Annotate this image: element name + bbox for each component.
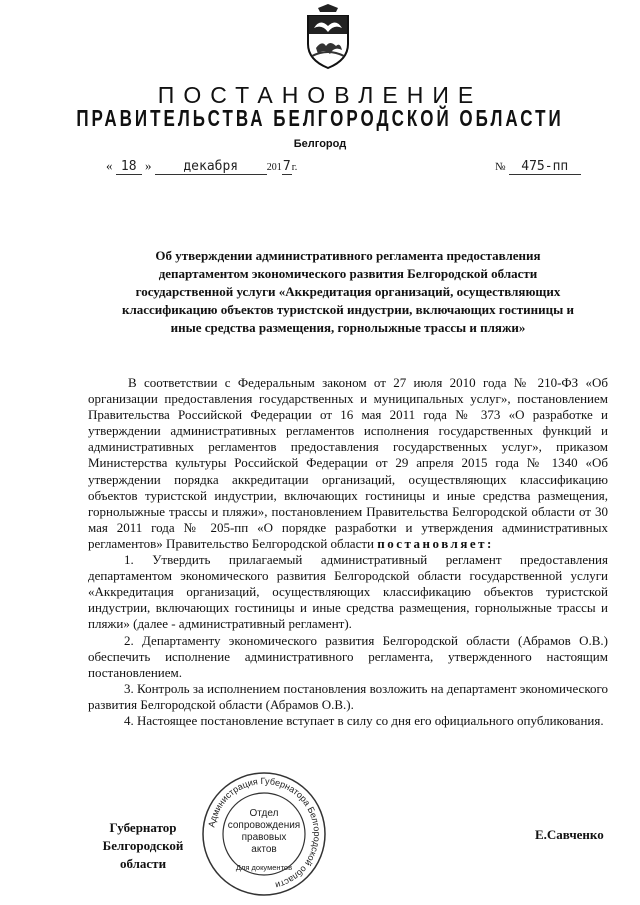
signatory-title <box>88 819 198 873</box>
heading-line: Об утверждении административного регламента предоставления <box>155 248 541 263</box>
stamp-ring-text: Администрация Губернатора Белгородской области <box>206 775 323 891</box>
stamp-line: Отдел <box>249 808 279 819</box>
date-month: декабря <box>155 159 267 175</box>
heading-line: классификацию объектов туристской индустрии, включающих гостиницы и <box>121 302 574 317</box>
date-year-unit: г. <box>291 162 298 173</box>
signatory-title-line: Белгородской области <box>102 838 184 871</box>
date-day: 18 <box>116 159 142 175</box>
preamble-text: В соответствии с Федеральным законом от 27 июля 2010 года № 210-ФЗ «Об организации предоставления государственных и муниципальных услуг», постановлением Правительства Российской Федерации от 16 мая 2011 года № 373 «О разработке и утверждении административных регламентов исполнения государственных функций и административных регламентов предоставления государственных услуг», приказом Министерства культуры Российской Федерации от 29 апреля 2015 года № 1340 «Об утверждении порядка аккредитации организаций, осуществляющих классификацию объектов туристской индустрии, включающих гостиницы и иные средства размещения, горнолыжные трассы и пляжи», постановлением Правительства Белгородской области от 30 мая 2011 года № 205-пп «О порядке разработки и утверждения административных регламентов» Правительство Белгородской области <box>88 375 608 551</box>
heading-line: государственной услуги «Аккредитация организаций, осуществляющих <box>135 284 561 299</box>
clause-4: 4. Настоящее постановление вступает в силу со дня его официального опубликования. <box>124 712 604 728</box>
stamp-line: актов <box>251 844 277 855</box>
document-type-title: ПОСТАНОВЛЕНИЕ <box>157 82 483 108</box>
number-prefix: № <box>495 161 506 173</box>
date-year-prefix: 201 <box>266 162 282 173</box>
resolves-keyword: постановляет: <box>377 535 494 551</box>
document-heading <box>88 247 608 337</box>
signatory-title-line: Губернатор <box>109 820 177 835</box>
preamble-paragraph <box>88 375 608 552</box>
document-date <box>106 158 306 175</box>
signatory-name: Е.Савченко <box>535 827 604 842</box>
official-stamp <box>200 770 328 898</box>
coat-of-arms-emblem <box>300 4 356 70</box>
stamp-line: правовых <box>241 832 287 843</box>
heading-line: департаментом экономического развития Белгородской области <box>158 266 538 281</box>
document-body <box>88 375 608 729</box>
date-open-quote: « <box>106 158 113 173</box>
stamp-line: сопровождения <box>227 820 301 831</box>
document-number <box>495 158 581 175</box>
number-value: 475-пп <box>509 159 581 175</box>
issuing-authority-title: ПРАВИТЕЛЬСТВА БЕЛГОРОДСКОЙ ОБЛАСТИ <box>76 105 564 132</box>
city-name: Белгород <box>293 138 347 150</box>
heading-line: иные средства размещения, горнолыжные трассы и пляжи» <box>170 320 526 335</box>
date-close-quote: » <box>145 158 152 173</box>
date-year-suffix: 7 <box>282 159 291 174</box>
clause-3: 3. Контроль за исполнением постановления возложить на департамент экономического развития Белгородской области (Абрамов О.В.). <box>88 680 608 712</box>
clause-1: 1. Утвердить прилагаемый административный регламент предоставления департаментом экономического развития Белгородской области государственной услуги «Аккредитация организаций, осуществляющих классификацию объектов туристской индустрии, включающих гостиницы и иные средства размещения, горнолыжные трассы и пляжи» (далее - административный регламент). <box>88 552 608 632</box>
stamp-bottom-text: Для документов <box>235 863 293 872</box>
clause-2: 2. Департаменту экономического развития Белгородской области (Абрамов О.В.) обеспечить исполнение административного регламента, утвержденного настоящим постановлением. <box>88 632 608 680</box>
